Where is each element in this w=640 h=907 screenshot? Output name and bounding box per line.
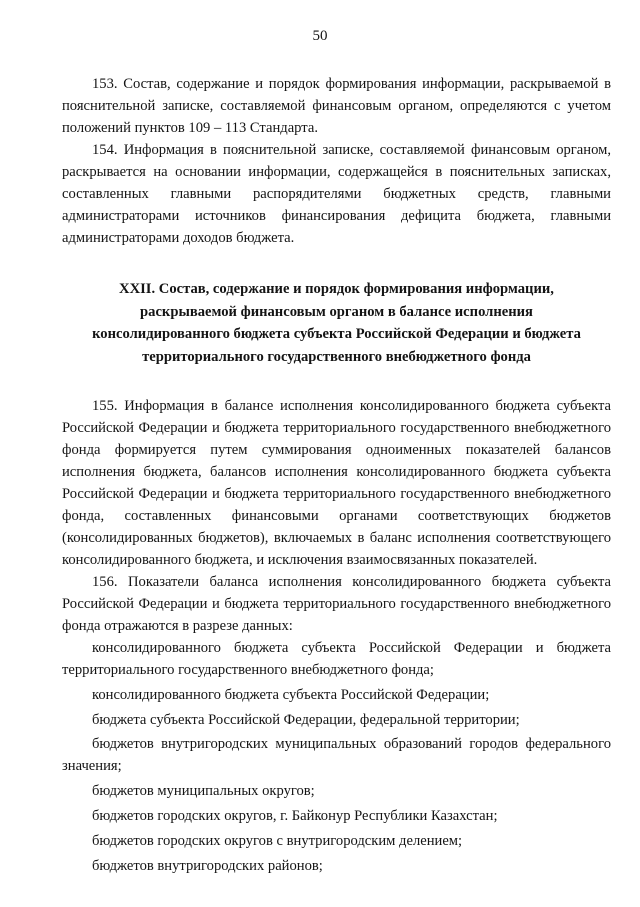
list-item: бюджета субъекта Российской Федерации, федеральной территории; — [92, 711, 520, 728]
section-heading-line: территориального государственного внебюджетного фонда — [142, 348, 531, 365]
list-item: бюджетов муниципальных округов; — [92, 783, 315, 800]
list-item: бюджетов внутригородских районов; — [92, 857, 323, 874]
paragraph-156: 156. Показатели баланса исполнения консолидированного бюджета субъекта Российской Федерации и бюджета территориального государственного внебюджетного фонда отражаются в разрезе данных: — [62, 574, 611, 634]
list-item: консолидированного бюджета субъекта Российской Федерации; — [92, 686, 490, 703]
list-item: бюджетов городских округов с внутригородским делением; — [92, 832, 463, 849]
section-heading-line: XXII. Состав, содержание и порядок формирования информации, — [119, 281, 554, 297]
list-item: консолидированного бюджета субъекта Российской Федерации и бюджета территориального государственного внебюджетного фонда; — [62, 640, 611, 678]
list-item: бюджетов городских округов, г. Байконур Республики Казахстан; — [92, 807, 498, 824]
section-heading-line: консолидированного бюджета субъекта Российской Федерации и бюджета — [92, 326, 581, 342]
paragraph-153: 153. Состав, содержание и порядок формирования информации, раскрываемой в пояснительной записке, составляемой финансовым органом, определяются с учетом положений пунктов 109 – 113 Стандарта. — [62, 76, 611, 136]
page-number: 50 — [312, 28, 328, 44]
page-content — [62, 73, 611, 879]
paragraph-155: 155. Информация в балансе исполнения консолидированного бюджета субъекта Российской Федерации и бюджета территориального государственного внебюджетного фонда формируется путем суммирования одноименных показателей балансов исполнения бюджета, балансов исполнения консолидированного бюджета субъекта Российской Федерации и бюджета территориального государственного внебюджетного фонда, составленных финансовыми органами соответствующих бюджетов (консолидированных бюджетов), включаемых в баланс исполнения соответствующего консолидированного бюджета, и исключения взаимосвязанных показателей. — [62, 398, 611, 568]
section-heading — [62, 278, 611, 368]
section-heading-line: раскрываемой финансовым органом в балансе исполнения — [140, 303, 533, 320]
paragraph-154: 154. Информация в пояснительной записке, составляемой финансовым органом, раскрывается на основании информации, содержащейся в пояснительных записках, составленных главными распорядителями бюджетных средств, главными администраторами источников финансирования дефицита бюджета, главными администраторами доходов бюджета. — [62, 142, 611, 246]
list-item: бюджетов внутригородских муниципальных образований городов федерального значения; — [62, 736, 611, 775]
